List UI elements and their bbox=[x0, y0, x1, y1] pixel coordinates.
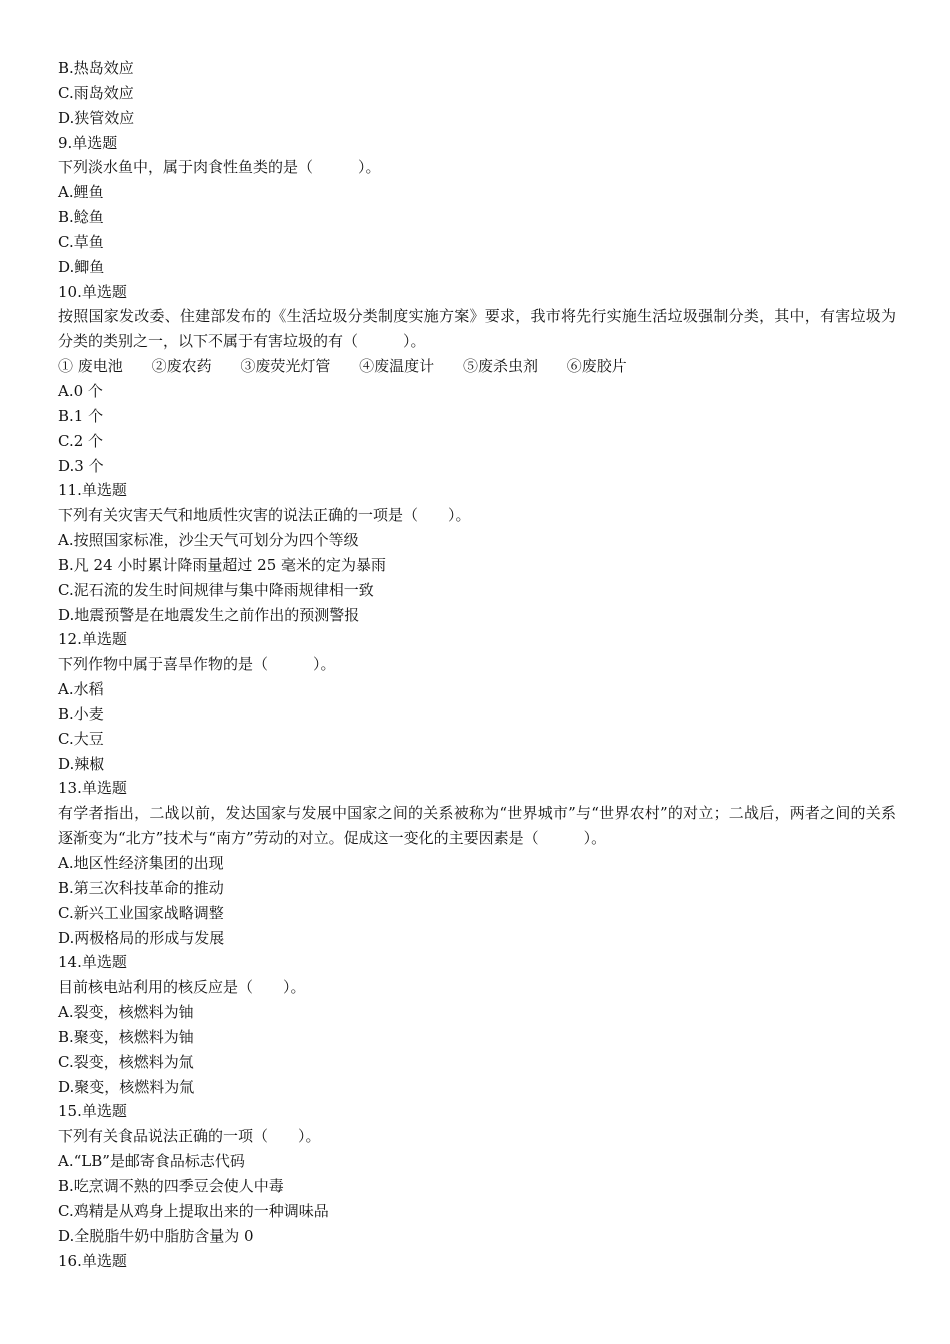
text-line: D.狭管效应 bbox=[58, 108, 135, 127]
option: A.鲤鱼 bbox=[58, 183, 104, 202]
option: D.全脱脂牛奶中脂肪含量为 0 bbox=[58, 1226, 254, 1245]
item: ⑤废杀虫剂 bbox=[462, 357, 538, 376]
option: A.按照国家标准，沙尘天气可划分为四个等级 bbox=[58, 531, 359, 550]
option: A.水稻 bbox=[58, 680, 104, 699]
question-header: 12.单选题 bbox=[58, 630, 127, 649]
option: D.地震预警是在地震发生之前作出的预测警报 bbox=[58, 605, 360, 624]
question-list bbox=[58, 56, 896, 1273]
item-list bbox=[58, 354, 896, 379]
question-stem: 下列有关灾害天气和地质性灾害的说法正确的一项是（ ）。 bbox=[58, 506, 471, 525]
text-line: B.热岛效应 bbox=[58, 59, 134, 77]
item: ① 废电池 bbox=[58, 357, 123, 376]
option: C.裂变，核燃料为氚 bbox=[58, 1052, 194, 1071]
item: ⑥废胶片 bbox=[566, 357, 627, 376]
option: C.大豆 bbox=[58, 729, 104, 748]
item: ③废荧光灯管 bbox=[240, 357, 331, 376]
option: B.聚变，核燃料为铀 bbox=[58, 1027, 194, 1046]
option: A.“LB”是邮寄食品标志代码 bbox=[58, 1152, 245, 1171]
option: C.2 个 bbox=[58, 431, 104, 450]
option: A.裂变，核燃料为铀 bbox=[58, 1003, 194, 1022]
option: D.辣椒 bbox=[58, 754, 105, 773]
question-stem: 下列有关食品说法正确的一项（ ）。 bbox=[58, 1127, 321, 1146]
option: D.两极格局的形成与发展 bbox=[58, 928, 225, 947]
option: D.鲫鱼 bbox=[58, 257, 105, 276]
question-header: 14.单选题 bbox=[58, 953, 127, 972]
option: A.地区性经济集团的出现 bbox=[58, 854, 224, 872]
option: B.凡 24 小时累计降雨量超过 25 毫米的定为暴雨 bbox=[58, 555, 387, 574]
question-header: 13.单选题 bbox=[58, 779, 127, 798]
question-header: 16.单选题 bbox=[58, 1251, 127, 1270]
question-header: 10.单选题 bbox=[58, 282, 127, 301]
question-stem: 有学者指出，二战以前，发达国家与发展中国家之间的关系被称为“世界城市”与“世界农村”的对立；二战后，两者之间的关系逐渐变为“北方”技术与“南方”劳动的对立。促成这一变化的主要因素是（ ）。 bbox=[58, 804, 896, 848]
question-stem: 按照国家发改委、住建部发布的《生活垃圾分类制度实施方案》要求，我市将先行实施生活垃圾强制分类，其中，有害垃圾为分类的类别之一，以下不属于有害垃圾的有（ ）。 bbox=[58, 307, 896, 351]
option: B.第三次科技革命的推动 bbox=[58, 878, 224, 897]
question-header: 11.单选题 bbox=[58, 481, 127, 500]
question-stem: 下列作物中属于喜旱作物的是（ ）。 bbox=[58, 655, 336, 674]
item: ④废温度计 bbox=[359, 357, 435, 376]
text-line: C.雨岛效应 bbox=[58, 83, 134, 102]
option: C.草鱼 bbox=[58, 232, 104, 251]
option: C.泥石流的发生时间规律与集中降雨规律相一致 bbox=[58, 580, 374, 599]
option: B.鲶鱼 bbox=[58, 208, 104, 227]
option: C.新兴工业国家战略调整 bbox=[58, 903, 224, 922]
option: B.1 个 bbox=[58, 406, 104, 425]
option: A.0 个 bbox=[58, 381, 103, 400]
option: D.3 个 bbox=[58, 456, 104, 475]
question-stem: 下列淡水鱼中，属于肉食性鱼类的是（ ）。 bbox=[58, 158, 381, 177]
question-header: 9.单选题 bbox=[58, 133, 118, 152]
question-stem: 目前核电站利用的核反应是（ ）。 bbox=[58, 978, 306, 997]
option: B.吃烹调不熟的四季豆会使人中毒 bbox=[58, 1176, 284, 1195]
option: B.小麦 bbox=[58, 704, 104, 723]
item: ②废农药 bbox=[151, 357, 212, 376]
option: D.聚变，核燃料为氚 bbox=[58, 1077, 195, 1096]
option: C.鸡精是从鸡身上提取出来的一种调味品 bbox=[58, 1201, 329, 1220]
question-header: 15.单选题 bbox=[58, 1102, 127, 1121]
